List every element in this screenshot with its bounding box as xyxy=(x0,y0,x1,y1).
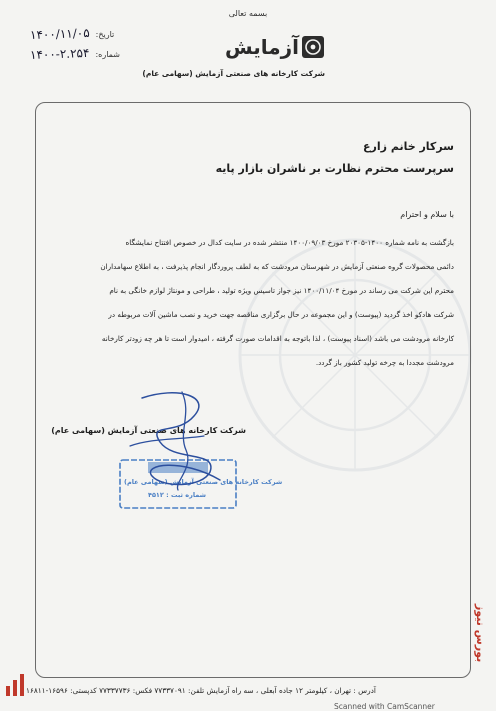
number-row xyxy=(30,44,180,64)
handwritten-signature xyxy=(122,388,242,493)
body-line: دائمی محصولات گروه صنعتی آزمایش در شهرستان مرودشت که به لطف پروردگار انجام پذیرفت ، به اطلاع سهامداران xyxy=(100,262,454,271)
stamp-registration-line: شماره ثبت : ۴۵۱۲ xyxy=(148,491,207,499)
scanner-watermark: Scanned with CamScanner xyxy=(334,702,435,711)
company-name: شرکت کارخانه های صنعتی آزمایش (سهامی عام) xyxy=(142,69,325,78)
brand-corner-icon xyxy=(4,672,26,698)
body-line: کارخانه مرودشت می باشد (اسناد پیوست) ، لذا باتوجه به اقدامات صورت گرفته ، امیدوار است تا هر چه زودتر کارخانه xyxy=(101,334,454,343)
company-emblem-icon xyxy=(301,35,325,59)
addressee-title: سرپرست محترم نظارت بر ناشران بازار پایه xyxy=(215,162,454,175)
bismillah: بسمه تعالی xyxy=(228,9,268,18)
number-label: شماره: xyxy=(95,49,120,59)
addressee-name: سرکار خانم زارع xyxy=(363,140,454,153)
signature-company: شرکت کارخانه های صنعتی آزمایش (سهامی عام) xyxy=(51,426,246,435)
footer-address: آدرس : تهران ، کیلومتر ۱۲ جاده آبعلی ، سه راه آزمایش تلفن: ۷۷۳۳۷۰۹۱ فکس: ۷۷۳۳۷۷۳۶ کدپستی: ۱۶۵۹۶-۱۶۸۱۱ xyxy=(26,686,376,695)
side-brand xyxy=(475,604,489,682)
date-row xyxy=(30,24,180,44)
body-line: بازگشت به نامه شماره ۱۴۰۰-۲۰۳۰۵ مورخ ۱۴۰۰/۰۹/۰۳ منتشر شده در سایت کدال در خصوص افتتاح نمایشگاه xyxy=(125,238,454,247)
salutation: با سلام و احترام xyxy=(400,210,454,219)
body-line: شرکت هادکو اخذ گردید (پیوست) و این مجموعه در حال برگزاری مناقصه جهت خرید و نصب ماشین آلات مربوطه در xyxy=(108,310,454,319)
body-line: محترم این شرکت می رساند در مورخ ۱۴۰۰/۱۱/۰۴ نیز جواز تاسیس ویژه تولید ، طراحی و مونتاژ لوازم خانگی به نام xyxy=(109,286,454,295)
letter-meta xyxy=(30,24,180,64)
date-label: تاریخ: xyxy=(95,29,115,39)
number-value: ۱۴۰۰-۲.۲۵۴ xyxy=(29,45,90,63)
stamp-company-line: شرکت کارخانه های صنعتی آزمایش (سهامی عام) xyxy=(124,478,283,486)
side-brand-text: بورس نیوز xyxy=(474,604,487,663)
date-value: ۱۴۰۰/۱۱/۰۵ xyxy=(29,25,90,43)
logo-wordmark: آزمایش xyxy=(224,35,299,59)
company-logo xyxy=(142,35,325,85)
body-line: مرودشت مجددا به چرخه تولید کشور باز گردد. xyxy=(315,358,454,367)
letter-frame xyxy=(35,102,471,678)
